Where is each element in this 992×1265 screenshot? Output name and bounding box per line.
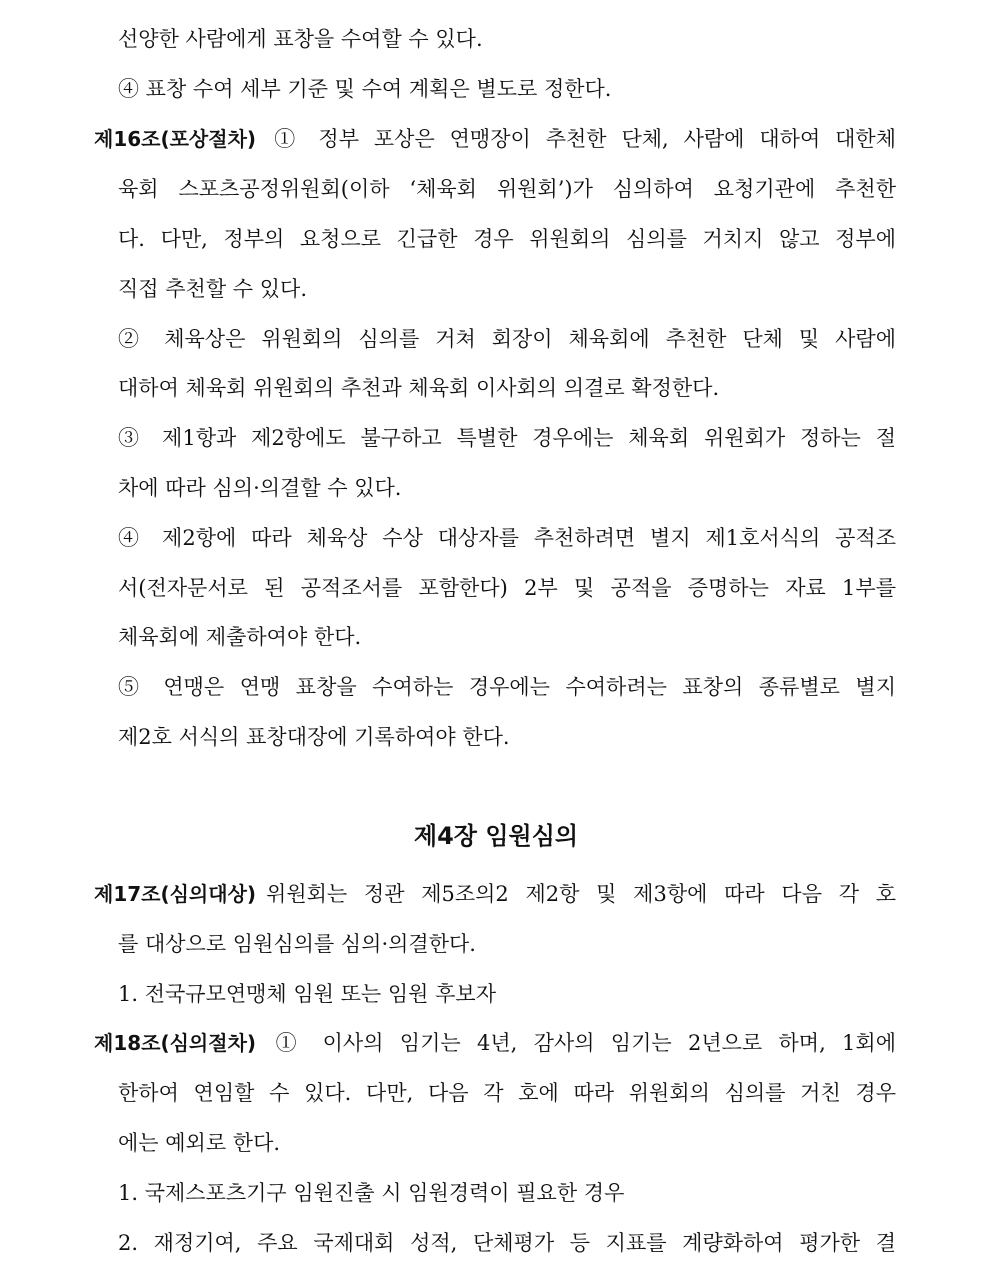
text-line: ② 체육상은 위원회의 심의를 거쳐 회장이 체육회에 추천한 단체 및 사람에 — [118, 327, 896, 351]
text-line: 1. 전국규모연맹체 임원 또는 임원 후보자 — [118, 982, 496, 1006]
chapter-heading: 제4장 임원심의 — [413, 822, 579, 850]
text-line: 한하여 연임할 수 있다. 다만, 다음 각 호에 따라 위원회의 심의를 거친 경우 — [118, 1081, 896, 1105]
text-line: 서(전자문서로 된 공적조서를 포함한다) 2부 및 공적을 증명하는 자료 1부를 — [118, 576, 896, 600]
text-line: 1. 국제스포츠기구 임원진출 시 임원경력이 필요한 경우 — [118, 1181, 625, 1205]
article-16-first-line — [94, 125, 896, 153]
text-line: ① 정부 포상은 연맹장이 추천한 단체, 사람에 대하여 대한체 — [266, 127, 896, 151]
text-line: 체육회에 제출하여야 한다. — [118, 625, 362, 649]
text-line: ① 이사의 임기는 4년, 감사의 임기는 2년으로 하며, 1회에 — [266, 1031, 896, 1055]
text-line: 에는 예외로 한다. — [118, 1131, 281, 1155]
article-17-heading: 제17조(심의대상) — [94, 882, 257, 906]
text-line: 제2호 서식의 표창대장에 기록하여야 한다. — [118, 725, 510, 749]
text-line: 2. 재정기여, 주요 국제대회 성적, 단체평가 등 지표를 계량화하여 평가한 결 — [118, 1231, 896, 1255]
text-line: 위원회는 정관 제5조의2 제2항 및 제3항에 따라 다음 각 호 — [266, 882, 896, 906]
text-line: ③ 제1항과 제2항에도 불구하고 특별한 경우에는 체육회 위원회가 정하는 절 — [118, 426, 896, 450]
text-line: 직접 추천할 수 있다. — [118, 277, 307, 301]
text-line: 대하여 체육회 위원회의 추천과 체육회 이사회의 의결로 확정한다. — [118, 376, 720, 400]
article-18-heading: 제18조(심의절차) — [94, 1031, 257, 1055]
text-line: ④ 제2항에 따라 체육상 수상 대상자를 추천하려면 별지 제1호서식의 공적조 — [118, 526, 896, 550]
text-line: 다. 다만, 정부의 요청으로 긴급한 경우 위원회의 심의를 거치지 않고 정부에 — [118, 227, 896, 251]
text-line: ④ 표창 수여 세부 기준 및 수여 계획은 별도로 정한다. — [118, 77, 612, 101]
text-line: 를 대상으로 임원심의를 심의·의결한다. — [118, 932, 476, 956]
article-17-first-line — [94, 880, 896, 908]
text-line: 선양한 사람에게 표창을 수여할 수 있다. — [118, 27, 483, 51]
text-line: 육회 스포츠공정위원회(이하 ‘체육회 위원회’)가 심의하여 요청기관에 추천한 — [118, 177, 896, 201]
article-16-heading: 제16조(포상절차) — [94, 127, 257, 151]
article-18-first-line — [94, 1029, 896, 1057]
text-line: 차에 따라 심의·의결할 수 있다. — [118, 476, 402, 500]
text-line: ⑤ 연맹은 연맹 표창을 수여하는 경우에는 수여하려는 표창의 종류별로 별지 — [118, 675, 896, 699]
